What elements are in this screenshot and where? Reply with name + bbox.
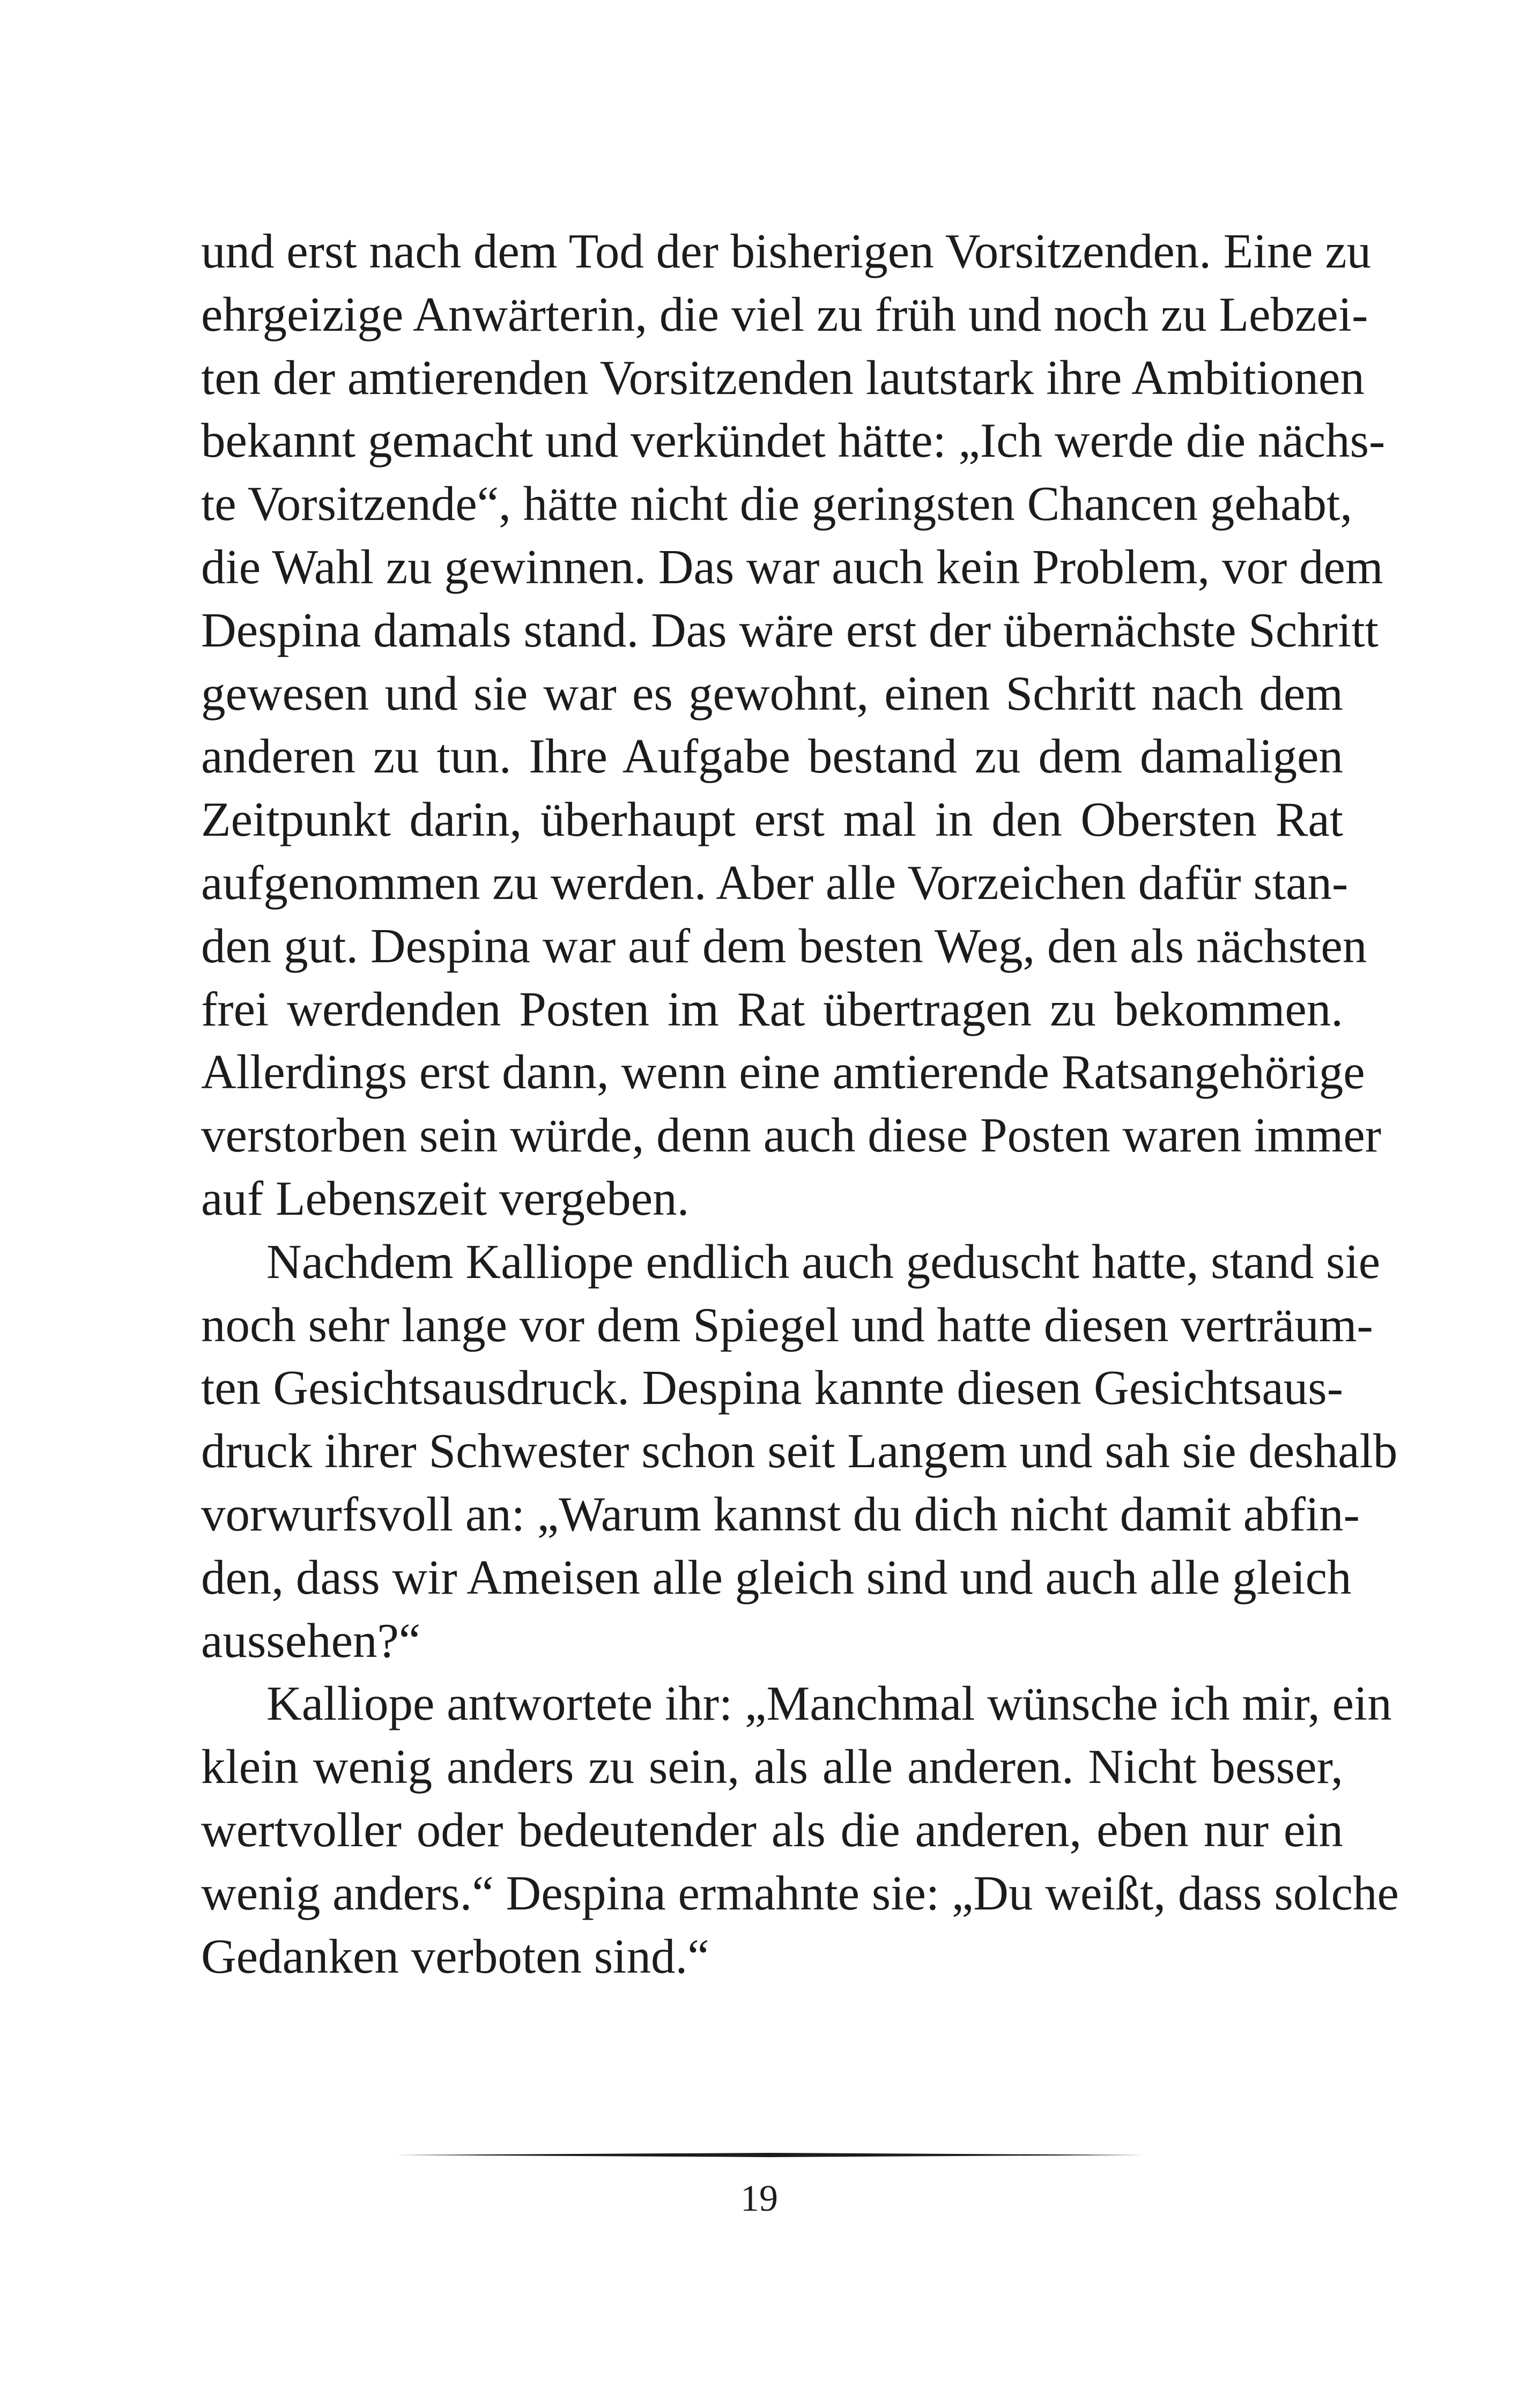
- text-line: frei werdenden Posten im Rat übertragen zu bekommen.: [201, 982, 1343, 1036]
- page-number: 19: [740, 2178, 778, 2219]
- text-line: aussehen?“: [201, 1613, 421, 1668]
- text-line: bekannt gemacht und verkündet hätte: „Ich werde die nächs-: [201, 413, 1385, 468]
- text-line: den, dass wir Ameisen alle gleich sind und auch alle gleich: [201, 1550, 1352, 1604]
- text-line: aufgenommen zu werden. Aber alle Vorzeichen dafür stan-: [201, 855, 1348, 910]
- text-line: druck ihrer Schwester schon seit Langem und sah sie deshalb: [201, 1424, 1398, 1478]
- text-line: wenig anders.“ Despina ermahnte sie: „Du weißt, dass solche: [201, 1866, 1399, 1920]
- text-line: Allerdings erst dann, wenn eine amtierende Ratsangehörige: [201, 1045, 1365, 1099]
- text-line: vorwurfsvoll an: „Warum kannst du dich nicht damit abfin-: [201, 1487, 1360, 1541]
- text-line: klein wenig anders zu sein, als alle anderen. Nicht besser,: [201, 1740, 1343, 1794]
- text-line: auf Lebenszeit vergeben.: [201, 1171, 690, 1225]
- text-line: noch sehr lange vor dem Spiegel und hatte diesen verträum-: [201, 1297, 1373, 1352]
- text-line: wertvoller oder bedeutender als die anderen, eben nur ein: [201, 1802, 1343, 1857]
- text-line: Nachdem Kalliope endlich auch geduscht hatte, stand sie: [266, 1234, 1381, 1289]
- text-line: Kalliope antwortete ihr: „Manchmal wünsche ich mir, ein: [266, 1676, 1392, 1731]
- text-line: gewesen und sie war es gewohnt, einen Schritt nach dem: [201, 666, 1343, 720]
- text-line: anderen zu tun. Ihre Aufgabe bestand zu dem damaligen: [201, 729, 1343, 784]
- text-line: ehrgeizige Anwärterin, die viel zu früh und noch zu Lebzei-: [201, 287, 1368, 341]
- body-text: [201, 220, 1399, 1988]
- text-line: Gedanken verboten sind.“: [201, 1929, 709, 1983]
- text-line: Zeitpunkt darin, überhaupt erst mal in den Obersten Rat: [201, 792, 1343, 847]
- footer-divider: [394, 2153, 1145, 2157]
- text-line: ten der amtierenden Vorsitzenden lautstark ihre Ambitionen: [201, 350, 1365, 405]
- text-line: ten Gesichtsausdruck. Despina kannte diesen Gesichtsaus-: [201, 1361, 1343, 1415]
- text-line: die Wahl zu gewinnen. Das war auch kein Problem, vor dem: [201, 539, 1383, 594]
- text-line: den gut. Despina war auf dem besten Weg, den als nächsten: [201, 918, 1367, 973]
- text-line: te Vorsitzende“, hätte nicht die geringsten Chancen gehabt,: [201, 477, 1353, 531]
- text-line: Despina damals stand. Das wäre erst der übernächste Schritt: [201, 603, 1379, 657]
- text-line: verstorben sein würde, denn auch diese Posten waren immer: [201, 1108, 1382, 1163]
- text-line: und erst nach dem Tod der bisherigen Vorsitzenden. Eine zu: [201, 224, 1372, 278]
